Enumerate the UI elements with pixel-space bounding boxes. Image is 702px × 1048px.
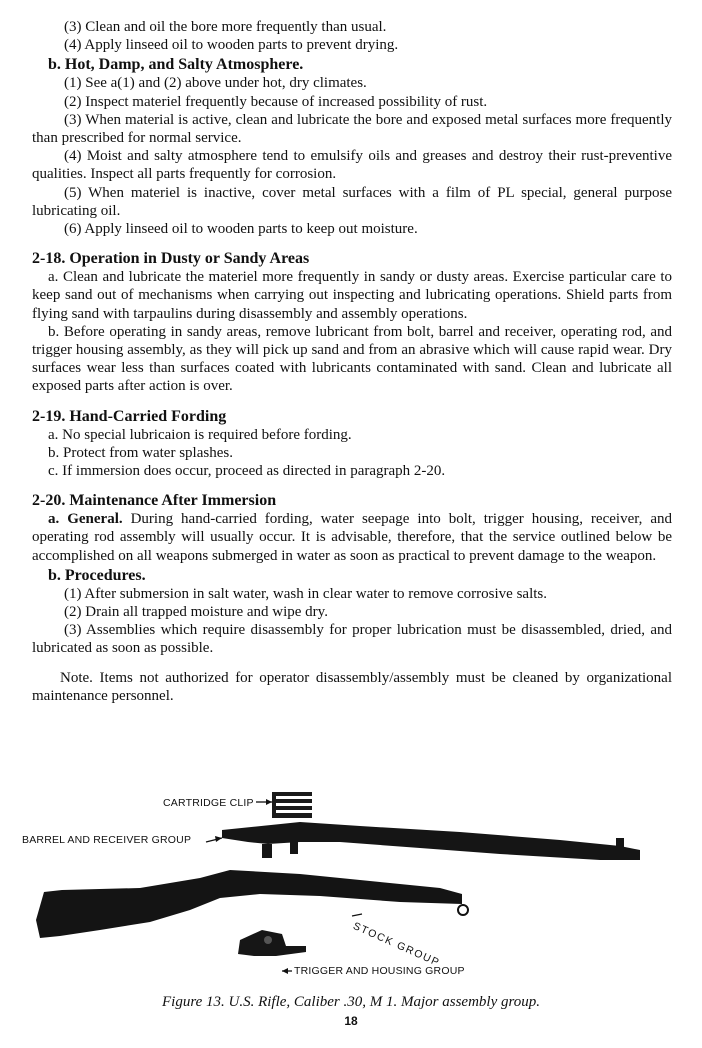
section-title-2-18: 2-18. Operation in Dusty or Sandy Areas	[32, 250, 310, 268]
paragraph-b2: (2) Inspect materiel frequently because of increased possibility of rust.	[64, 93, 488, 110]
barrel-receiver-label: BARREL AND RECEIVER GROUP	[22, 834, 192, 846]
cartridge-clip-label: CARTRIDGE CLIP	[163, 797, 254, 809]
section-title-2-19: 2-19. Hand-Carried Fording	[32, 407, 227, 425]
paragraph-b4: (4) Moist and salty atmosphere tend to emulsify oils and greases and destroy their rust-preventive qualities. Inspect all parts frequently for corrosion.	[32, 148, 672, 183]
page-number: 18	[344, 1014, 358, 1028]
paragraph-2-19-c: c. If immersion does occur, proceed as directed in paragraph 2-20.	[48, 463, 446, 480]
paragraph-2-20-a-text: During hand-carried fording, water seepage into bolt, trigger housing, receiver, and operating rod assembly will usually occur. It is advisable, therefore, that the service outlined below be accomplished on all weapons submerged in water as soon as practical to prevent damage to the weapon.	[32, 511, 672, 564]
rifle-illustration	[0, 770, 702, 990]
subheading-hot-damp: b. Hot, Damp, and Salty Atmosphere.	[48, 56, 304, 74]
cartridge-clip-drawing	[256, 792, 312, 818]
section-title-2-20: 2-20. Maintenance After Immersion	[32, 492, 277, 510]
paragraph-2-20-b3: (3) Assemblies which require disassembly for proper lubrication must be disassembled, dried, and lubricated as soon as possible.	[32, 622, 672, 657]
figure-caption: Figure 13. U.S. Rifle, Caliber .30, M 1. Major assembly group.	[161, 994, 541, 1010]
rifle-figure	[0, 770, 702, 990]
paragraph-3: (3) Clean and oil the bore more frequently than usual.	[64, 19, 387, 35]
paragraph-2-20-b1: (1) After submersion in salt water, wash in clear water to remove corrosive salts.	[64, 585, 547, 602]
paragraph-2-18-a: a. Clean and lubricate the materiel more frequently in sandy or dusty areas. Exercise particular care to keep sand out of mechanisms when carrying out inspecting and lubricating operations. Shield parts from flying sand with tarpaulins during disassembly and assembly operations.	[32, 269, 672, 322]
paragraph-2-20-a	[32, 510, 672, 565]
paragraph-2-19-b: b. Protect from water splashes.	[48, 444, 233, 461]
paragraph-2-20-b2: (2) Drain all trapped moisture and wipe dry.	[64, 604, 328, 621]
paragraph-4: (4) Apply linseed oil to wooden parts to prevent drying.	[64, 37, 399, 54]
note-paragraph: Note. Items not authorized for operator disassembly/assembly must be cleaned by organizational maintenance personnel.	[32, 669, 672, 704]
paragraph-b3: (3) When material is active, clean and lubricate the bore and exposed metal surfaces more frequently than prescribed for normal service.	[32, 111, 672, 147]
paragraph-b1: (1) See a(1) and (2) above under hot, dry climates.	[64, 75, 367, 92]
paragraph-2-19-a: a. No special lubricaion is required before fording.	[48, 426, 352, 443]
barrel-receiver-drawing	[206, 822, 640, 860]
subheading-procedures: b. Procedures.	[48, 566, 146, 584]
document-body	[32, 18, 672, 705]
stock-drawing	[36, 870, 468, 938]
paragraph-b6: (6) Apply linseed oil to wooden parts to keep out moisture.	[64, 221, 418, 238]
trigger-housing-label: TRIGGER AND HOUSING GROUP	[294, 965, 465, 977]
paragraph-b5: (5) When materiel is inactive, cover metal surfaces with a film of PL special, general purpose lubricating oil.	[32, 184, 672, 219]
stock-group-label: STOCK GROUP	[351, 920, 442, 970]
paragraph-2-20-a-heading: a. General.	[48, 511, 123, 528]
paragraph-2-18-b: b. Before operating in sandy areas, remove lubricant from bolt, barrel and receiver, operating rod, and trigger housing assembly, as they will pick up sand and from an abrasive which will cause rapid wear. Dry surfaces wear less than surfaces coated with lubricants contaminated with sand. Clean and lubricate all exposed parts after action is over.	[32, 323, 672, 395]
